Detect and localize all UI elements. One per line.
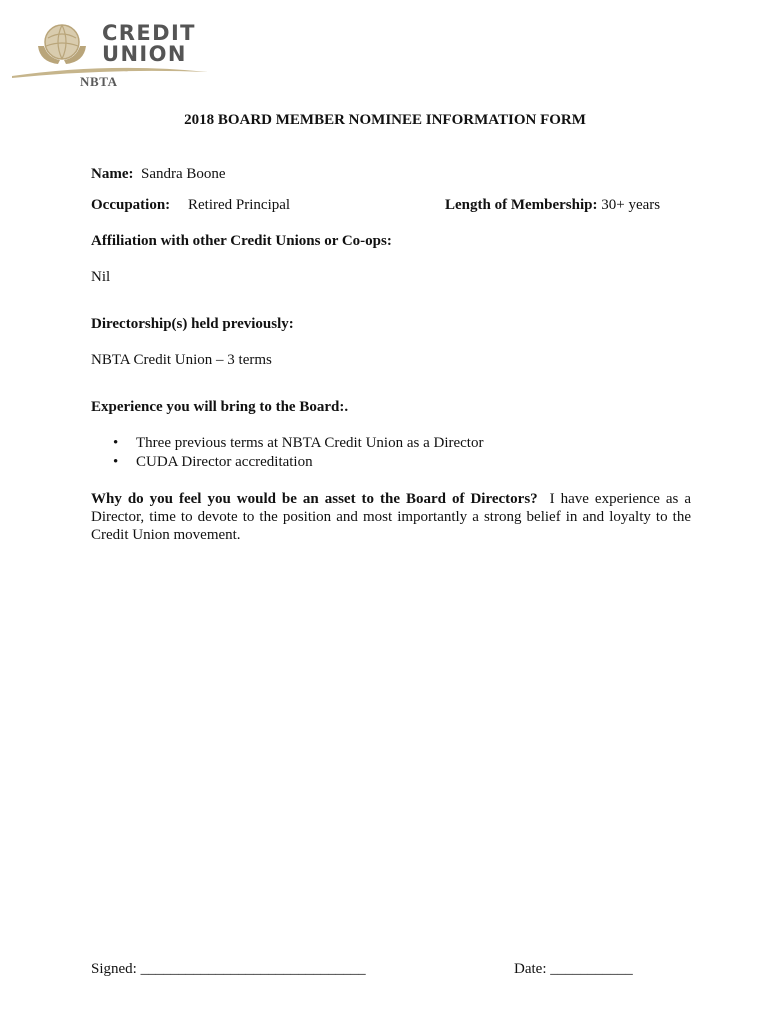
date-field	[514, 961, 633, 978]
form-title: 2018 BOARD MEMBER NOMINEE INFORMATION FORM	[184, 112, 586, 128]
bullet-icon: •	[113, 435, 119, 451]
experience-item-text: Three previous terms at NBTA Credit Union as a Director	[136, 435, 484, 451]
occupation-value: Retired Principal	[188, 197, 291, 213]
signed-label: Signed:	[91, 961, 137, 977]
experience-item-text: CUDA Director accreditation	[136, 454, 313, 470]
asset-paragraph	[91, 490, 691, 544]
signed-field	[91, 961, 366, 978]
credit-union-logo	[10, 18, 215, 93]
membership-value: 30+ years	[601, 197, 661, 213]
name-row	[91, 166, 226, 183]
affiliation-value: Nil	[91, 269, 111, 285]
name-value: Sandra Boone	[140, 166, 226, 182]
list-item	[91, 453, 483, 472]
logo-nbta-text: NBTA	[80, 74, 118, 89]
signed-line: ______________________________	[140, 961, 366, 977]
experience-heading: Experience you will bring to the Board:.	[91, 399, 349, 415]
membership-row	[445, 197, 660, 214]
experience-list	[91, 434, 483, 472]
occupation-label: Occupation:	[91, 197, 171, 213]
list-item	[91, 434, 483, 453]
affiliation-heading: Affiliation with other Credit Unions or Co-ops:	[91, 233, 392, 249]
membership-label: Length of Membership:	[445, 197, 598, 213]
directorships-heading: Directorship(s) held previously:	[91, 316, 294, 332]
asset-question: Why do you feel you would be an asset to the Board of Directors?	[91, 491, 538, 507]
logo-union-text: UNION	[102, 42, 187, 66]
directorships-value: NBTA Credit Union – 3 terms	[91, 352, 272, 368]
name-label: Name:	[91, 166, 134, 182]
logo-credit-text: CREDIT	[102, 21, 196, 45]
date-line: ___________	[550, 961, 633, 977]
bullet-icon: •	[113, 454, 119, 470]
asset-answer: I have experience as a Director, time to devote to the position and most importantly a strong belief in and loyalty to the Credit Union movement.	[91, 491, 691, 543]
date-label: Date:	[514, 961, 547, 977]
